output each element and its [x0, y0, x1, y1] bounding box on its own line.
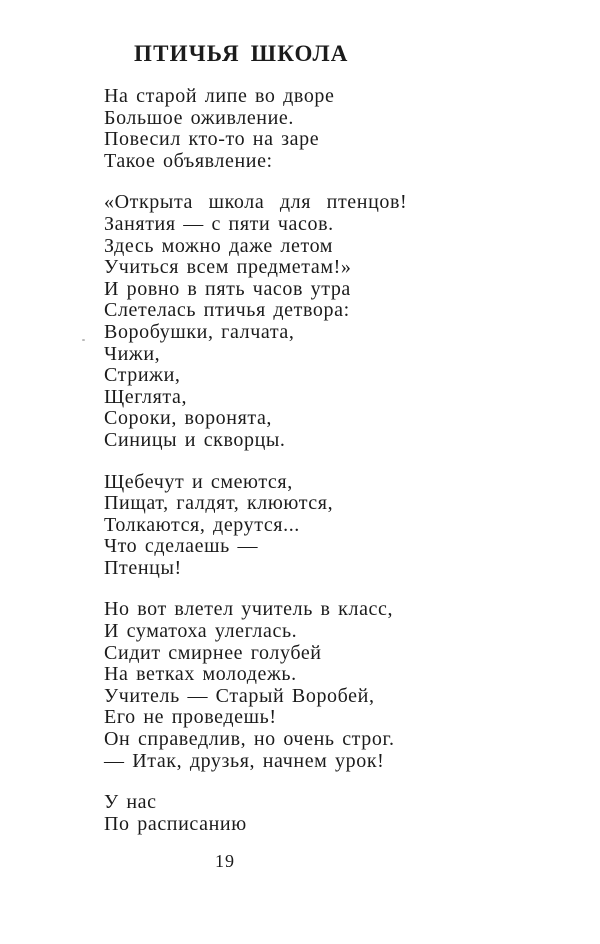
poem-line: Птенцы! — [104, 556, 182, 579]
stanza — [104, 599, 407, 772]
scan-speck — [82, 339, 85, 341]
poem-line: На старой липе во дворе — [104, 85, 335, 107]
poem-body — [104, 86, 407, 835]
poem-line: Сороки, воронята, — [104, 407, 273, 430]
poem-line: Учитель — Старый Воробей, — [104, 684, 375, 707]
poem-line: У нас — [104, 791, 157, 814]
poem-line: На ветках молодежь. — [104, 663, 297, 686]
stanza — [104, 792, 407, 835]
poem-line: — Итак, друзья, начнем урок! — [104, 749, 385, 772]
poem-line: Толкаются, дерутся... — [104, 513, 300, 536]
poem-line: Щебечут и смеются, — [104, 470, 293, 493]
poem-line: Синицы и скворцы. — [104, 428, 286, 451]
poem-line: Но вот влетел учитель в класс, — [104, 598, 394, 621]
poem-line: Стрижи, — [104, 364, 181, 387]
poem-line: Такое объявление: — [104, 149, 273, 172]
poem-line: Его не проведешь! — [104, 706, 277, 729]
stanza — [104, 192, 407, 451]
poem-line: Что сделаешь — — [104, 535, 259, 558]
poem-line: Он справедлив, но очень строг. — [104, 728, 395, 751]
poem-line: Здесь можно даже летом — [104, 234, 334, 257]
poem-line: «Открыта школа для птенцов! — [104, 191, 408, 214]
page-number: 19 — [215, 851, 235, 871]
poem-title: ПТИЧЬЯ ШКОЛА — [134, 41, 349, 66]
stanza — [104, 86, 407, 172]
stanza — [104, 472, 407, 580]
poem-line: Учиться всем предметам!» — [104, 256, 352, 279]
poem-line: По расписанию — [104, 812, 247, 835]
poem-line: И ровно в пять часов утра — [104, 277, 351, 300]
poem-line: Воробушки, галчата, — [104, 320, 295, 343]
poem-line: Пищат, галдят, клюются, — [104, 492, 334, 515]
poem-line: Большое оживление. — [104, 106, 294, 129]
poem-line: Повесил кто-то на заре — [104, 128, 320, 151]
poem-line: Щеглята, — [104, 385, 188, 408]
poem-line: Слетелась птичья детвора: — [104, 299, 350, 322]
poem-line: И суматоха улеглась. — [104, 620, 298, 643]
poem-line: Занятия — с пяти часов. — [104, 212, 334, 235]
poem-line: Сидит смирнее голубей — [104, 641, 322, 664]
poem-line: Чижи, — [104, 342, 161, 365]
